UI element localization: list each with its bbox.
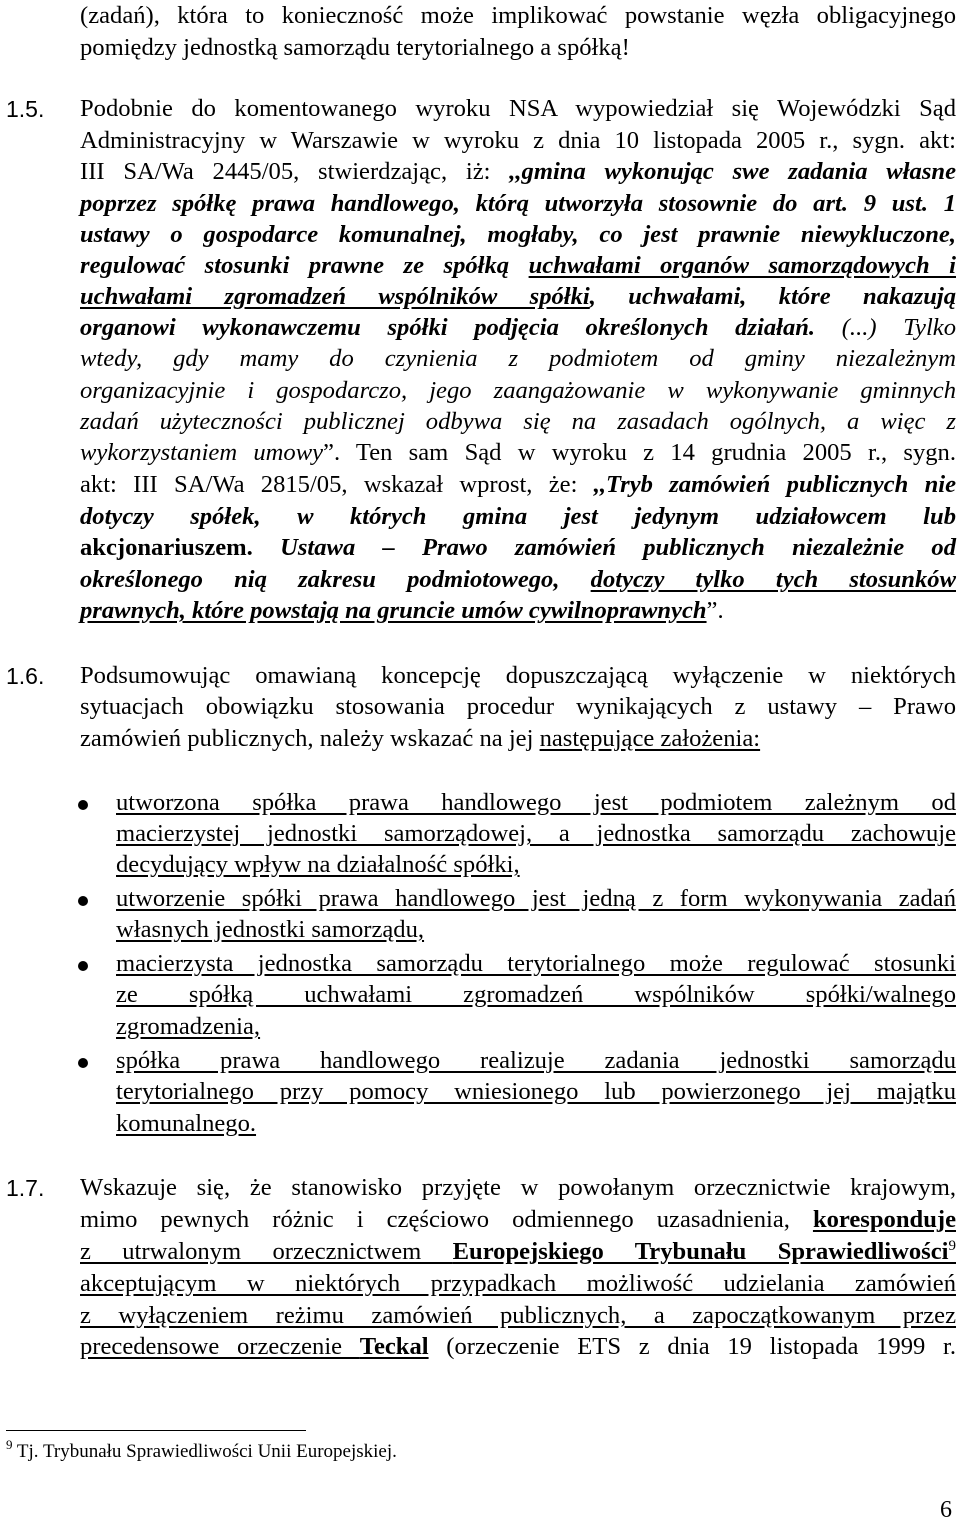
list-item-line: decydujący wpływ na działalność spółki, xyxy=(116,851,520,878)
quote-run: ,,Tryb zamówień publicznych nie xyxy=(593,471,956,498)
list-item-line: własnych jednostki samorządu, xyxy=(116,916,425,943)
list-item-line: terytorialnego przy pomocy wniesionego lub powierzonego jej majątku xyxy=(116,1078,956,1105)
footnote-mark: 9 xyxy=(6,1437,13,1452)
paragraph-line: Podobnie do komentowanego wyroku NSA wypowiedział się Wojewódzki Sąd xyxy=(80,95,956,122)
paragraph-line xyxy=(80,564,956,596)
section-number: 1.6. xyxy=(6,663,45,689)
underlined-run: następujące założenia: xyxy=(539,725,761,752)
bullet-icon xyxy=(78,800,88,810)
paragraph-line xyxy=(80,156,956,188)
paragraph-line: wtedy, gdy mamy do czynienia z podmiotem od gminy niezależnym xyxy=(80,345,956,372)
paragraph-line xyxy=(80,312,956,344)
paragraph-line xyxy=(80,595,956,627)
underlined-bold-run: koresponduje xyxy=(812,1206,956,1233)
text-run: akt: III SA/Wa 2815/05, wskazał wprost, że: xyxy=(80,471,594,498)
paragraph-line: Podsumowując omawianą koncepcję dopuszczającą wyłączenie w niektórych xyxy=(80,662,956,689)
bullet-icon xyxy=(78,896,88,906)
section-number: 1.5. xyxy=(6,96,45,122)
paragraph-line: Administracyjny w Warszawie w wyroku z dnia 10 listopada 2005 r., sygn. akt: xyxy=(80,127,956,154)
paragraph-line: z wyłączeniem reżimu zamówień publicznych, a zapoczątkowanym przez xyxy=(80,1302,956,1329)
paragraph-line xyxy=(80,1204,956,1236)
bullet-icon xyxy=(78,1058,88,1068)
section-number: 1.7. xyxy=(6,1175,45,1201)
italic-run: wykorzystaniem umowy xyxy=(80,439,324,466)
paragraph-line xyxy=(80,532,956,564)
paragraph-line xyxy=(80,469,956,501)
bullet-icon xyxy=(78,961,88,971)
italic-run: (...) Tylko xyxy=(815,314,957,341)
list-item-line: ze spółką uchwałami zgromadzeń wspólników spółki/walnego xyxy=(116,981,956,1008)
text-run: regulować stosunki prawne ze spółką xyxy=(80,252,529,279)
quote-run: Ustawa – Prawo zamówień publicznych niezależnie od xyxy=(252,534,956,561)
text-run: określonego nią zakresu podmiotowego, xyxy=(80,566,591,593)
paragraph-line xyxy=(80,1331,956,1363)
bold-run: Europejskiego Trybunału Sprawiedliwości xyxy=(452,1238,949,1265)
underlined-run: uchwałami organów samorządowych i xyxy=(528,252,956,279)
paragraph-line: dotyczy spółek, w których gmina jest jedynym udziałowcem lub xyxy=(80,503,956,530)
paragraph-line xyxy=(80,281,956,313)
text-run: mimo pewnych różnic i częściowo odmiennego uzasadnienia, xyxy=(80,1206,813,1233)
text-run: z utrwalonym orzecznictwem xyxy=(80,1238,453,1265)
paragraph-line: pomiędzy jednostką samorządu terytorialnego a spółką! xyxy=(80,34,630,61)
underlined-run: dotyczy tylko tych stosunków xyxy=(590,566,956,593)
paragraph-line: (zadań), która to konieczność może implikować powstanie węzła obligacyjnego xyxy=(80,2,956,29)
text-run: ”. Ten sam Sąd w wyroku z 14 grudnia 2005 r., sygn. xyxy=(323,439,956,466)
quote-run: ,,gmina wykonując swe zadania własne xyxy=(509,158,956,185)
paragraph-line: sytuacjach obowiązku stosowania procedur wynikających z ustawy – Prawo xyxy=(80,693,956,720)
text-run: zamówień publicznych, należy wskazać na jej xyxy=(80,725,540,752)
page-number: 6 xyxy=(940,1497,952,1523)
underlined-run: precedensowe orzeczenie xyxy=(80,1333,360,1360)
footnote-reference[interactable]: 9 xyxy=(948,1238,956,1254)
paragraph-line: ustawy o gospodarce komunalnej, mogłaby, co jest prawnie niewykluczone, xyxy=(80,221,956,248)
underlined-run: uchwałami zgromadzeń wspólników spółki xyxy=(80,283,590,310)
paragraph-line: organizacyjnie i gospodarczo, jego zaangażowanie w wykonywanie gminnych xyxy=(80,377,956,404)
bold-run: akcjonariuszem. xyxy=(80,534,253,561)
list-item-line: utworzenie spółki prawa handlowego jest jedną z form wykonywania zadań xyxy=(116,885,956,912)
paragraph-line xyxy=(80,250,956,282)
footnote-text: Tj. Trybunału Sprawiedliwości Unii Europejskiej. xyxy=(12,1441,397,1462)
paragraph-line xyxy=(80,723,956,755)
paragraph-line xyxy=(80,1236,956,1268)
paragraph-line: zadań użyteczności publicznej odbywa się na zasadach ogólnych, a więc z xyxy=(80,408,956,435)
underlined-run: prawnych, które powstają na gruncie umów cywilnoprawnych xyxy=(80,597,707,624)
text-run: (orzeczenie ETS z dnia 19 listopada 1999 r. xyxy=(428,1333,956,1360)
paragraph-line xyxy=(80,437,956,469)
list-item-line: utworzona spółka prawa handlowego jest podmiotem zależnym od xyxy=(116,789,956,816)
quote-run: organowi wykonawczemu spółki podjęcia określonych działań. xyxy=(80,314,816,341)
list-item-line: spółka prawa handlowego realizuje zadania jednostki samorządu xyxy=(116,1047,956,1074)
list-item-line: zgromadzenia, xyxy=(116,1013,261,1040)
list-item-line: macierzysta jednostka samorządu terytorialnego może regulować stosunki xyxy=(116,950,956,977)
footnote-separator xyxy=(6,1430,306,1431)
text-run: , uchwałami, które nakazują xyxy=(589,283,956,310)
list-item-line: macierzystej jednostki samorządowej, a jednostka samorządu zachowuje xyxy=(116,820,956,847)
footnote xyxy=(6,1436,397,1468)
list-item-line: komunalnego. xyxy=(116,1110,257,1137)
text-run: ”. xyxy=(706,597,724,624)
paragraph-line: akceptującym w niektórych przypadkach możliwość udzielania zamówień xyxy=(80,1270,956,1297)
underlined-bold-run: Teckal xyxy=(359,1333,429,1360)
paragraph-line: Wskazuje się, że stanowisko przyjęte w powołanym orzecznictwie krajowym, xyxy=(80,1174,956,1201)
paragraph-line: poprzez spółkę prawa handlowego, którą utworzyła stosownie do art. 9 ust. 1 xyxy=(80,190,956,217)
text-run: III SA/Wa 2445/05, stwierdzając, iż: xyxy=(80,158,510,185)
